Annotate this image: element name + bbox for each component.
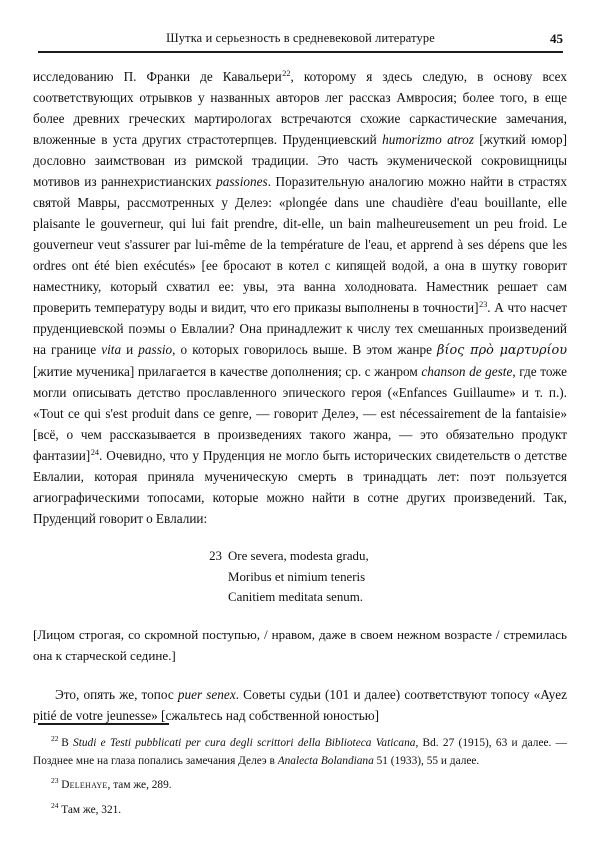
text-segment: . А что насчет пруденциевской поэмы о Евлалии? Она принадлежит к числу тех смешанных произведений на границе xyxy=(33,300,568,357)
text-segment: , о которых говорилось выше. В этом жанре xyxy=(172,342,438,357)
italic-vita: vita xyxy=(101,342,122,357)
italic-analecta-bolandiana: Analecta Bolandiana xyxy=(277,754,374,767)
text-segment: . Поразительную аналогию можно найти в страстях святой Мавры, рассмотренных у Делеэ: «plongée dans une chaudière d'eau bouillante, elle plaisante le gouverneur, qui lui fait prendre, dit-elle, un bain malheureusement un peu froid. Le gouverneur veut s'assurer par lui-même de la température de l'eau, et apprend à ses dépens que les ordres ont été bien exécutés» [ee бросают в котел с кипящей водой, а она в шутку говорит наместнику, который схватил ее: увы, эта ванна холодновата. Наместник решает сам проверить температуру воды и видит, что его приказы выполнены в точности] xyxy=(33,174,567,315)
verse-line xyxy=(33,587,567,608)
italic-humorizmo-atroz: humorizmo atroz xyxy=(382,132,474,147)
verse-line xyxy=(33,546,567,567)
italic-passio: passio xyxy=(138,342,173,357)
footnote-22 xyxy=(33,735,567,770)
text-segment: Это, опять же, топос xyxy=(55,686,178,702)
footnote-24 xyxy=(33,802,567,820)
footnote-ref-23[interactable]: 23 xyxy=(479,299,488,309)
body-text xyxy=(33,66,567,726)
text-segment: исследованию П. Франки де Кавальери xyxy=(33,69,282,84)
text-segment: и xyxy=(121,342,139,357)
footnote-ref-24[interactable]: 24 xyxy=(90,447,99,457)
verse-line-text: Canitiem meditata senum. xyxy=(228,590,363,604)
verse-number: 23 xyxy=(209,549,222,563)
footnote-23 xyxy=(33,777,567,795)
italic-passiones: passiones xyxy=(216,174,268,189)
verse-quotation xyxy=(33,546,567,608)
text-segment: , которому я здесь следую, в основу всех соответствующих отрывков у названных авторов лег рассказ Амвросия; более того, в еще более древних греческих мартирологах встречаются схожие саркастические замечания, вложенные в уста других страстотерпцев. Пруденциевский xyxy=(33,69,567,147)
paragraph-tail xyxy=(33,684,567,726)
text-segment: [житие мученика] прилагается в качестве дополнения; ср. с жанром xyxy=(33,364,422,379)
paragraph-main xyxy=(33,66,567,529)
greek-phrase-bios-pro-martyriou: βίος πρὸ μαρτυρίου xyxy=(437,343,567,358)
footnotes-block xyxy=(33,735,567,819)
footnote-marker: 23 xyxy=(51,776,59,786)
running-head-rule xyxy=(38,51,563,53)
smallcaps-delehaye: Delehaye xyxy=(61,779,108,792)
page-number: 45 xyxy=(550,31,563,46)
text-segment: В xyxy=(61,737,74,749)
text-segment: Там же, 321. xyxy=(61,803,122,816)
text-segment: [жуткий юмор] дословно заимствован из римской традиции. Это часть экуменической сокровищницы мотивов из раннехристианских xyxy=(33,132,567,189)
verse-line-text: Moribus et nimium teneris xyxy=(228,569,366,584)
text-segment: 51 (1933), 55 и далее. xyxy=(373,754,480,767)
text-segment: , где тоже могли описывать детство прославленного эпического героя («Enfances Guillaume» и т. п.). «Tout ce qui s'est produit dans ce genre, — говорит Делеэ, — est nécessairement de la fantaisie» [всё, о чем рассказывается в произведениях такого жанра, — это обязательно продукт фантазии] xyxy=(33,364,567,463)
running-head-title: Шутка и серьезность в средневековой литературе xyxy=(166,31,435,45)
text-segment: . Очевидно, что у Пруденция не могло быть исторических свидетельств о детстве Евлалии, которая приняла мученическую смерть в тринадцать лет: поэт пользуется агиографическими топосами, которые можно найти в сотне других произведений. Так, Пруденций говорит о Евлалии: xyxy=(33,448,567,526)
italic-chanson-de-geste: chanson de geste xyxy=(421,364,513,379)
verse-line xyxy=(33,567,567,588)
verse-translation-gloss: [Лицом строгая, со скромной поступью, / нравом, даже в своем нежном возрасте / стремилась она к старческой седине.] xyxy=(33,626,567,663)
footnote-separator-rule xyxy=(38,723,169,725)
text-segment: , Bd. 27 (1915), 63 и далее. — Позднее мне на глаза попались замечания Делеэ в xyxy=(33,737,567,767)
running-head xyxy=(38,31,563,46)
verse-line-text: Ore severa, modesta gradu, xyxy=(228,549,369,563)
text-segment: , там же, 289. xyxy=(107,779,172,792)
footnote-marker: 22 xyxy=(51,734,59,744)
footnote-marker: 24 xyxy=(51,801,59,810)
text-segment: . Советы судьи (101 и далее) соответствуют топосу «Ayez pitié de votre jeunesse» [сжальтесь над собственной юностью] xyxy=(33,686,567,723)
italic-puer-senex: puer senex xyxy=(177,686,236,702)
italic-studi-e-testi: Studi e Testi pubblicati per cura degli scrittori della Biblioteca Vaticana xyxy=(73,737,416,749)
footnote-ref-22[interactable]: 22 xyxy=(282,68,291,78)
